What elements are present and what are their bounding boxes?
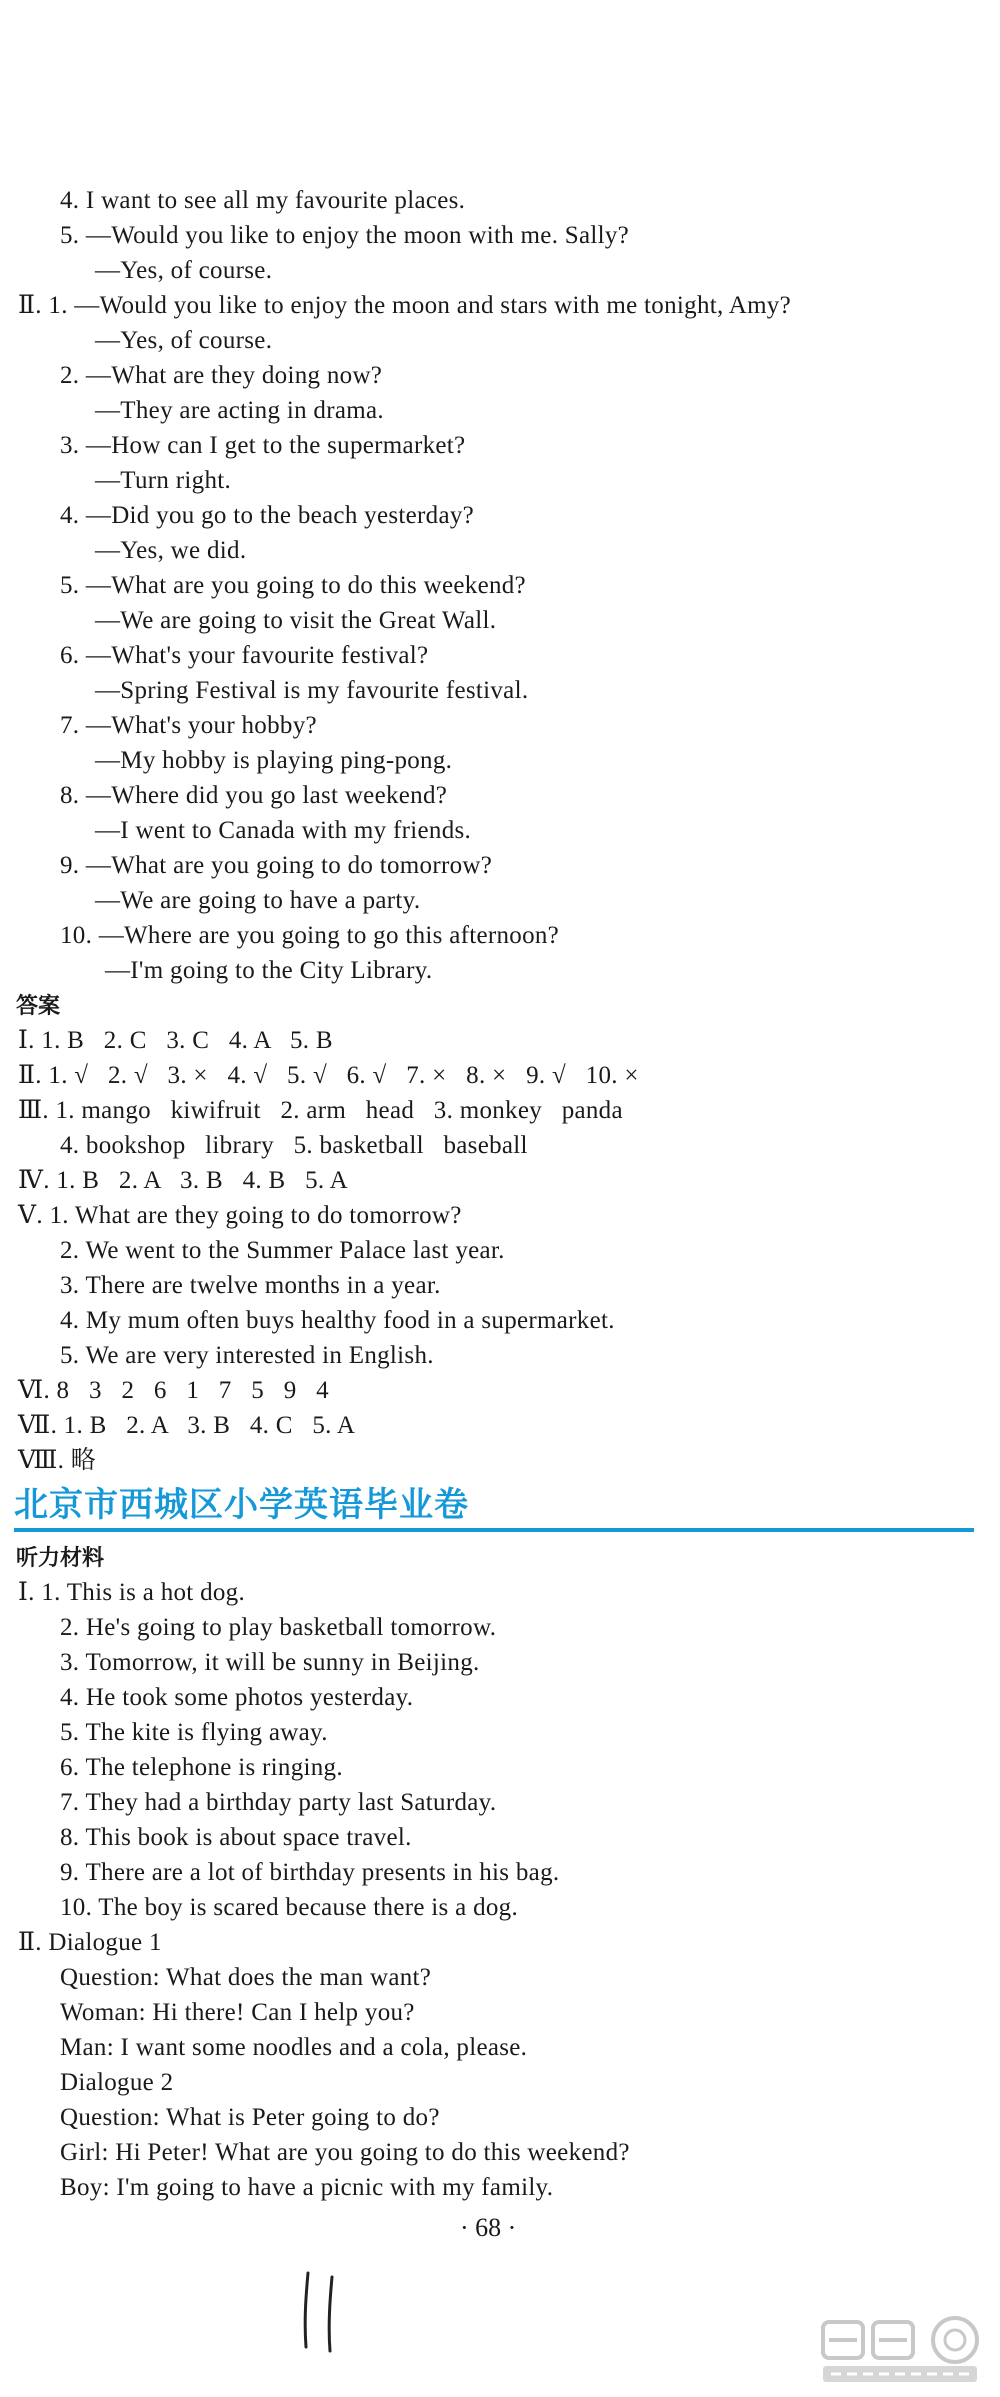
answer-line: 4. My mum often buys healthy food in a supermarket.: [60, 1307, 615, 1334]
text-line: —My hobby is playing ping-pong.: [95, 747, 453, 774]
text-line: 6. —What's your favourite festival?: [60, 642, 429, 669]
listening-line: 10. The boy is scared because there is a dog.: [60, 1894, 519, 1921]
text-line: 4. —Did you go to the beach yesterday?: [60, 502, 475, 529]
listening-line: Dialogue 2: [60, 2069, 174, 2096]
text-line: —We are going to have a party.: [95, 887, 421, 914]
text-line: 5. —What are you going to do this weekend?: [60, 572, 526, 599]
page-number: · 68 ·: [460, 2213, 517, 2242]
text-line: 3. —How can I get to the supermarket?: [60, 432, 466, 459]
listening-line: 8. This book is about space travel.: [60, 1824, 412, 1851]
watermark-logo: [815, 2308, 985, 2388]
listening-line: Question: What is Peter going to do?: [60, 2104, 440, 2131]
answer-line: 5. We are very interested in English.: [60, 1342, 434, 1369]
answer-line: Ⅳ. 1. B 2. A 3. B 4. B 5. A: [18, 1167, 348, 1194]
handwritten-mark: [290, 2265, 370, 2355]
answer-line: 4. bookshop library 5. basketball baseball: [60, 1132, 528, 1159]
listening-line: 6. The telephone is ringing.: [60, 1754, 343, 1781]
text-line: —Turn right.: [95, 467, 232, 494]
text-line: 9. —What are you going to do tomorrow?: [60, 852, 493, 879]
listening-line: 7. They had a birthday party last Saturday.: [60, 1789, 497, 1816]
text-line: 10. —Where are you going to go this afternoon?: [60, 922, 560, 949]
text-line: —Yes, we did.: [95, 537, 247, 564]
text-line: Ⅱ. 1. —Would you like to enjoy the moon and stars with me tonight, Amy?: [18, 292, 792, 319]
text-line: —I went to Canada with my friends.: [95, 817, 472, 844]
text-line: 5. —Would you like to enjoy the moon with me. Sally?: [60, 222, 630, 249]
listening-line: 4. He took some photos yesterday.: [60, 1684, 414, 1711]
answer-line: 3. There are twelve months in a year.: [60, 1272, 441, 1299]
listening-line: 2. He's going to play basketball tomorrow.: [60, 1614, 497, 1641]
text-line: —Spring Festival is my favourite festival.: [95, 677, 529, 704]
answers-heading: 答案: [16, 994, 61, 1019]
listening-line: Girl: Hi Peter! What are you going to do this weekend?: [60, 2139, 630, 2166]
answer-line: Ⅴ. 1. What are they going to do tomorrow?: [18, 1202, 462, 1229]
listening-line: 5. The kite is flying away.: [60, 1719, 328, 1746]
answer-line: Ⅷ. 略: [18, 1447, 97, 1474]
section-banner: [14, 1483, 974, 1533]
answer-line: Ⅵ. 8 3 2 6 1 7 5 9 4: [18, 1377, 329, 1404]
listening-line: Woman: Hi there! Can I help you?: [60, 1999, 415, 2026]
text-line: 8. —Where did you go last weekend?: [60, 782, 448, 809]
text-line: —I'm going to the City Library.: [105, 957, 433, 984]
listening-line: 9. There are a lot of birthday presents in his bag.: [60, 1859, 560, 1886]
listening-heading: 听力材料: [16, 1546, 105, 1571]
answer-line: 2. We went to the Summer Palace last year.: [60, 1237, 505, 1264]
text-line: —They are acting in drama.: [95, 397, 384, 424]
answer-line: Ⅲ. 1. mango kiwifruit 2. arm head 3. monkey panda: [18, 1097, 623, 1124]
answer-line: Ⅰ. 1. B 2. C 3. C 4. A 5. B: [18, 1027, 333, 1054]
listening-line: Ⅰ. 1. This is a hot dog.: [18, 1579, 246, 1606]
listening-line: Question: What does the man want?: [60, 1964, 432, 1991]
text-line: —Yes, of course.: [95, 257, 273, 284]
listening-line: 3. Tomorrow, it will be sunny in Beijing.: [60, 1649, 480, 1676]
text-line: 4. I want to see all my favourite places.: [60, 187, 466, 214]
listening-line: Man: I want some noodles and a cola, please.: [60, 2034, 528, 2061]
text-line: —We are going to visit the Great Wall.: [95, 607, 497, 634]
text-line: 2. —What are they doing now?: [60, 362, 383, 389]
text-line: 7. —What's your hobby?: [60, 712, 317, 739]
text-line: —Yes, of course.: [95, 327, 273, 354]
banner-rule: [14, 1528, 974, 1532]
listening-line: Ⅱ. Dialogue 1: [18, 1929, 162, 1956]
answer-line: Ⅶ. 1. B 2. A 3. B 4. C 5. A: [18, 1412, 356, 1439]
listening-line: Boy: I'm going to have a picnic with my family.: [60, 2174, 554, 2201]
banner-title: 北京市西城区小学英语毕业卷: [14, 1485, 469, 1525]
answer-line: Ⅱ. 1. √ 2. √ 3. × 4. √ 5. √ 6. √ 7. × 8. × 9. √ 10. ×: [18, 1062, 639, 1089]
